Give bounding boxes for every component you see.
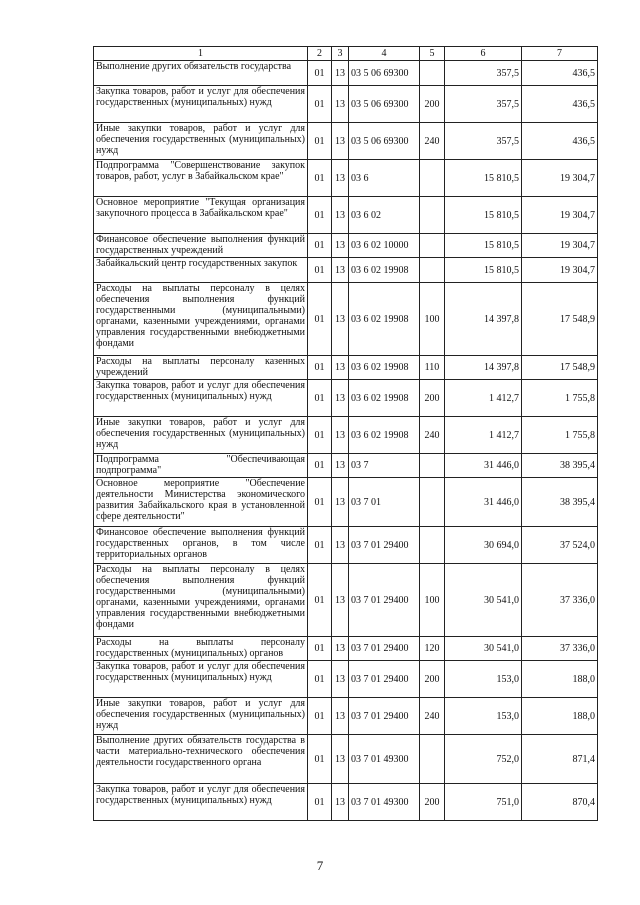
table-row [94,661,598,698]
cell-subsection: 13 [332,356,349,380]
cell-target-article: 03 7 01 29400 [349,527,420,564]
cell-name: Закупка товаров, работ и услуг для обеспечения государственных (муниципальных) нужд [94,86,308,123]
cell-amount-1: 30 541,0 [445,637,522,661]
cell-expense-type: 110 [420,356,445,380]
cell-section: 01 [308,234,332,258]
cell-name: Расходы на выплаты персоналу государственных (муниципальных) органов [94,637,308,661]
header-cell: 7 [522,47,598,61]
cell-amount-2: 19 304,7 [522,160,598,197]
cell-section: 01 [308,356,332,380]
cell-subsection: 13 [332,197,349,234]
cell-amount-2: 870,4 [522,784,598,821]
cell-expense-type [420,197,445,234]
cell-target-article: 03 5 06 69300 [349,61,420,86]
cell-subsection: 13 [332,637,349,661]
table-row [94,527,598,564]
cell-section: 01 [308,527,332,564]
cell-subsection: 13 [332,234,349,258]
table-row [94,61,598,86]
cell-subsection: 13 [332,784,349,821]
cell-name: Иные закупки товаров, работ и услуг для обеспечения государственных (муниципальных) нужд [94,123,308,160]
cell-expense-type: 240 [420,417,445,454]
cell-target-article: 03 6 02 10000 [349,234,420,258]
cell-section: 01 [308,197,332,234]
cell-amount-2: 37 336,0 [522,637,598,661]
page-number: 7 [316,858,324,873]
cell-section: 01 [308,478,332,527]
cell-amount-1: 30 694,0 [445,527,522,564]
cell-expense-type [420,234,445,258]
cell-name: Расходы на выплаты персоналу в целях обеспечения выполнения функций государственными (муниципальными) органами, казенными учреждениями, органами управления государственными внебюджетными фондами [94,564,308,637]
cell-section: 01 [308,283,332,356]
cell-expense-type: 100 [420,283,445,356]
cell-amount-2: 188,0 [522,698,598,735]
cell-subsection: 13 [332,283,349,356]
cell-name: Забайкальский центр государственных закупок [94,258,308,283]
cell-expense-type: 240 [420,698,445,735]
cell-amount-1: 14 397,8 [445,283,522,356]
table-row [94,258,598,283]
cell-expense-type: 120 [420,637,445,661]
cell-section: 01 [308,160,332,197]
cell-name: Расходы на выплаты персоналу казенных учреждений [94,356,308,380]
cell-amount-2: 436,5 [522,86,598,123]
cell-subsection: 13 [332,454,349,478]
cell-amount-2: 17 548,9 [522,283,598,356]
cell-amount-2: 38 395,4 [522,478,598,527]
cell-amount-1: 15 810,5 [445,234,522,258]
cell-amount-1: 357,5 [445,123,522,160]
cell-amount-1: 357,5 [445,86,522,123]
cell-amount-1: 31 446,0 [445,478,522,527]
cell-target-article: 03 6 02 19908 [349,380,420,417]
cell-expense-type: 200 [420,86,445,123]
cell-target-article: 03 7 01 29400 [349,661,420,698]
cell-section: 01 [308,86,332,123]
cell-section: 01 [308,123,332,160]
cell-amount-1: 1 412,7 [445,417,522,454]
cell-target-article: 03 7 01 49300 [349,784,420,821]
cell-target-article: 03 5 06 69300 [349,86,420,123]
cell-section: 01 [308,698,332,735]
cell-expense-type [420,527,445,564]
cell-name: Выполнение других обязательств государства в части материально-технического обеспечения деятельности государственного органа [94,735,308,784]
cell-amount-1: 752,0 [445,735,522,784]
cell-amount-2: 19 304,7 [522,197,598,234]
cell-subsection: 13 [332,417,349,454]
table-row [94,123,598,160]
header-row [94,47,598,61]
cell-expense-type: 200 [420,661,445,698]
cell-amount-1: 357,5 [445,61,522,86]
cell-target-article: 03 7 01 29400 [349,564,420,637]
cell-subsection: 13 [332,86,349,123]
cell-subsection: 13 [332,735,349,784]
cell-name: Закупка товаров, работ и услуг для обеспечения государственных (муниципальных) нужд [94,380,308,417]
table-row [94,197,598,234]
cell-subsection: 13 [332,698,349,735]
cell-name: Закупка товаров, работ и услуг для обеспечения государственных (муниципальных) нужд [94,661,308,698]
cell-amount-2: 19 304,7 [522,234,598,258]
cell-target-article: 03 7 01 49300 [349,735,420,784]
cell-expense-type [420,160,445,197]
cell-target-article: 03 6 02 19908 [349,417,420,454]
cell-expense-type [420,454,445,478]
cell-amount-2: 436,5 [522,61,598,86]
cell-target-article: 03 6 02 19908 [349,258,420,283]
cell-target-article: 03 7 01 29400 [349,637,420,661]
cell-subsection: 13 [332,160,349,197]
table-row [94,283,598,356]
cell-name: Финансовое обеспечение выполнения функций государственных учреждений [94,234,308,258]
cell-subsection: 13 [332,478,349,527]
cell-expense-type: 200 [420,784,445,821]
cell-amount-1: 1 412,7 [445,380,522,417]
cell-name: Основное мероприятие "Обеспечение деятельности Министерства экономического развития Забайкальского края в установленной сфере деятельности" [94,478,308,527]
cell-subsection: 13 [332,527,349,564]
cell-name: Подпрограмма "Обеспечивающая подпрограмма" [94,454,308,478]
cell-section: 01 [308,564,332,637]
cell-name: Финансовое обеспечение выполнения функций государственных органов, в том числе территориальных органов [94,527,308,564]
table-row [94,417,598,454]
cell-amount-1: 30 541,0 [445,564,522,637]
cell-amount-2: 1 755,8 [522,417,598,454]
cell-amount-2: 1 755,8 [522,380,598,417]
cell-target-article: 03 6 02 [349,197,420,234]
cell-amount-1: 153,0 [445,661,522,698]
cell-target-article: 03 7 01 29400 [349,698,420,735]
table-row [94,698,598,735]
cell-subsection: 13 [332,123,349,160]
cell-name: Подпрограмма "Совершенствование закупок товаров, работ, услуг в Забайкальском крае" [94,160,308,197]
header-cell: 1 [94,47,308,61]
cell-name: Выполнение других обязательств государства [94,61,308,86]
cell-amount-1: 15 810,5 [445,160,522,197]
cell-amount-2: 871,4 [522,735,598,784]
header-cell: 5 [420,47,445,61]
cell-section: 01 [308,735,332,784]
cell-section: 01 [308,380,332,417]
cell-name: Расходы на выплаты персоналу в целях обеспечения выполнения функций государственными (муниципальными) органами, казенными учреждениями, органами управления государственными внебюджетными фондами [94,283,308,356]
table-row [94,784,598,821]
table-row [94,735,598,784]
cell-section: 01 [308,661,332,698]
table-row [94,160,598,197]
cell-name: Основное мероприятие "Текущая организация закупочного процесса в Забайкальском крае" [94,197,308,234]
cell-amount-2: 37 524,0 [522,527,598,564]
header-cell: 2 [308,47,332,61]
cell-amount-1: 14 397,8 [445,356,522,380]
cell-section: 01 [308,454,332,478]
cell-amount-1: 153,0 [445,698,522,735]
cell-target-article: 03 7 [349,454,420,478]
cell-amount-2: 17 548,9 [522,356,598,380]
cell-amount-2: 37 336,0 [522,564,598,637]
cell-expense-type [420,61,445,86]
cell-target-article: 03 5 06 69300 [349,123,420,160]
header-cell: 6 [445,47,522,61]
cell-expense-type [420,258,445,283]
cell-expense-type [420,735,445,784]
cell-amount-1: 751,0 [445,784,522,821]
cell-section: 01 [308,417,332,454]
table-row [94,564,598,637]
cell-subsection: 13 [332,564,349,637]
cell-section: 01 [308,637,332,661]
cell-target-article: 03 6 [349,160,420,197]
budget-table [93,46,598,821]
cell-name: Иные закупки товаров, работ и услуг для обеспечения государственных (муниципальных) нужд [94,698,308,735]
cell-amount-2: 38 395,4 [522,454,598,478]
cell-target-article: 03 7 01 [349,478,420,527]
cell-subsection: 13 [332,258,349,283]
cell-name: Иные закупки товаров, работ и услуг для обеспечения государственных (муниципальных) нужд [94,417,308,454]
cell-amount-2: 19 304,7 [522,258,598,283]
cell-amount-1: 31 446,0 [445,454,522,478]
cell-expense-type: 200 [420,380,445,417]
table-row [94,637,598,661]
cell-section: 01 [308,784,332,821]
cell-target-article: 03 6 02 19908 [349,283,420,356]
cell-expense-type [420,478,445,527]
table-row [94,86,598,123]
table-row [94,234,598,258]
header-cell: 3 [332,47,349,61]
cell-subsection: 13 [332,61,349,86]
cell-expense-type: 240 [420,123,445,160]
cell-name: Закупка товаров, работ и услуг для обеспечения государственных (муниципальных) нужд [94,784,308,821]
cell-expense-type: 100 [420,564,445,637]
table-row [94,356,598,380]
cell-amount-2: 436,5 [522,123,598,160]
cell-amount-2: 188,0 [522,661,598,698]
cell-target-article: 03 6 02 19908 [349,356,420,380]
cell-section: 01 [308,61,332,86]
header-cell: 4 [349,47,420,61]
table-row [94,454,598,478]
cell-subsection: 13 [332,380,349,417]
table-row [94,380,598,417]
cell-subsection: 13 [332,661,349,698]
cell-amount-1: 15 810,5 [445,197,522,234]
table-row [94,478,598,527]
cell-section: 01 [308,258,332,283]
cell-amount-1: 15 810,5 [445,258,522,283]
table-body [94,61,598,821]
